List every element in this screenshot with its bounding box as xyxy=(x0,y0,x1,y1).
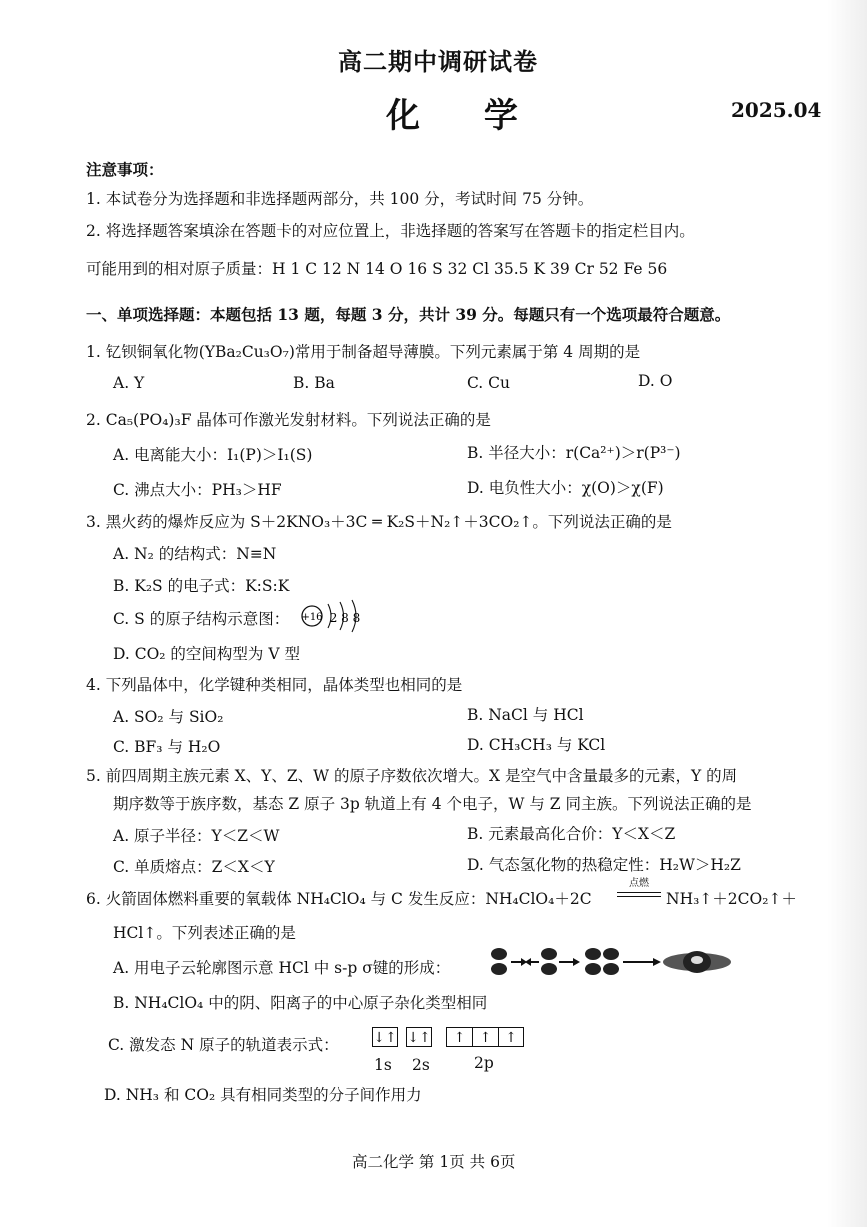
question-5-stem: 5. 前四周期主族元素 X、Y、Z、W 的原子序数依次增大。X 是空气中含量最多的元素，Y 的周 xyxy=(86,767,738,785)
exam-title: 高二期中调研试卷 xyxy=(338,47,538,76)
question-2-stem: 2. Ca₅(PO₄)₃F 晶体可作激光发射材料。下列说法正确的是 xyxy=(86,411,491,429)
page-edge-shadow xyxy=(827,0,867,1227)
electron-cloud-diagram xyxy=(487,942,742,982)
question-2-option-a: A. 电离能大小：I₁(P)＞I₁(S) xyxy=(113,446,313,464)
question-4-option-b: B. NaCl 与 HCl xyxy=(467,706,584,724)
option-label: C. S 的原子结构示意图： xyxy=(113,610,290,628)
notes-heading: 注意事项： xyxy=(86,160,164,179)
question-4-option-a: A. SO₂ 与 SiO₂ xyxy=(113,708,224,726)
orbital-box-2p: ↑ xyxy=(472,1027,498,1047)
question-5-option-a: A. 原子半径：Y＜Z＜W xyxy=(113,827,280,845)
orbital-label-2p: 2p xyxy=(474,1054,494,1072)
question-6-option-b: B. NH₄ClO₄ 中的阴、阳离子的中心原子杂化类型相同 xyxy=(113,994,488,1012)
reaction-condition xyxy=(617,874,661,897)
question-1-option-d: D. O xyxy=(638,372,673,390)
question-2-option-b: B. 半径大小：r(Ca²⁺)＞r(P³⁻) xyxy=(467,444,681,462)
subject-title: 化 学 xyxy=(386,96,544,136)
question-4-option-d: D. CH₃CH₃ 与 KCl xyxy=(467,736,606,754)
question-3-option-c xyxy=(113,607,289,629)
note-item: 2. 将选择题答案填涂在答题卡的对应位置上，非选择题的答案写在答题卡的指定栏目内。 xyxy=(86,222,695,240)
question-4-stem: 4. 下列晶体中，化学键种类相同，晶体类型也相同的是 xyxy=(86,676,463,694)
question-3-stem: 3. 黑火药的爆炸反应为 S＋2KNO₃＋3C ═ K₂S＋N₂↑＋3CO₂↑。下列说法正确的是 xyxy=(86,513,672,531)
orbital-label-2s: 2s xyxy=(412,1056,430,1074)
question-5-option-c: C. 单质熔点：Z＜X＜Y xyxy=(113,858,275,876)
question-1-option-c: C. Cu xyxy=(467,374,511,392)
question-5-option-b: B. 元素最高化合价：Y＜X＜Z xyxy=(467,825,676,843)
question-6-option-a: A. 用电子云轮廓图示意 HCl 中 s-p σ键的形成： xyxy=(113,959,451,977)
section-heading: 一、单项选择题：本题包括 13 题，每题 3 分，共计 39 分。每题只有一个选项最符合题意。 xyxy=(86,305,731,324)
question-1-option-a: A. Y xyxy=(113,374,145,392)
question-2-option-d: D. 电负性大小：χ(O)＞χ(F) xyxy=(467,479,664,497)
exam-date: 2025.04 xyxy=(731,98,822,122)
question-1-option-b: B. Ba xyxy=(293,374,335,392)
orbital-box-2p: ↑ xyxy=(446,1027,472,1047)
orbital-label-1s: 1s xyxy=(374,1056,392,1074)
question-3-option-d: D. CO₂ 的空间构型为 V 型 xyxy=(113,645,300,663)
orbital-diagram xyxy=(372,1027,524,1047)
atom-structure-diagram xyxy=(300,598,370,634)
question-1-stem: 1. 钇钡铜氧化物(YBa₂Cu₃O₇)常用于制备超导薄膜。下列元素属于第 4 周期的是 xyxy=(86,343,641,361)
orbital-group-2p xyxy=(446,1027,524,1047)
question-6-option-d: D. NH₃ 和 CO₂ 具有相同类型的分子间作用力 xyxy=(104,1086,422,1104)
question-6-option-c: C. 激发态 N 原子的轨道表示式： xyxy=(108,1036,339,1054)
atomic-mass-line: 可能用到的相对原子质量：H 1 C 12 N 14 O 16 S 32 Cl 35.5 K 39 Cr 52 Fe 56 xyxy=(86,260,668,278)
orbital-box-2p: ↑ xyxy=(498,1027,524,1047)
question-5-stem-cont: 期序数等于族序数，基态 Z 原子 3p 轨道上有 4 个电子，W 与 Z 同主族。下列说法正确的是 xyxy=(113,795,752,813)
orbital-box-1s: ↓↑ xyxy=(372,1027,398,1047)
shell-electrons: 2 8 8 xyxy=(329,611,361,625)
orbital-box-2s: ↓↑ xyxy=(406,1027,432,1047)
question-2-option-c: C. 沸点大小：PH₃＞HF xyxy=(113,481,282,499)
option-label: B. K₂S 的电子式： xyxy=(113,577,246,595)
question-6-stem: 6. 火箭固体燃料重要的氧载体 NH₄ClO₄ 与 C 发生反应：NH₄ClO₄＋2C xyxy=(86,890,592,908)
page-footer: 高二化学 第 1页 共 6页 xyxy=(352,1153,516,1171)
nucleus-label: +16 xyxy=(301,612,323,623)
question-5-option-d: D. 气态氢化物的热稳定性：H₂W＞H₂Z xyxy=(467,856,741,874)
ignite-label: 点燃 xyxy=(629,878,649,889)
question-3-option-b xyxy=(113,574,289,596)
note-item: 1. 本试卷分为选择题和非选择题两部分，共 100 分，考试时间 75 分钟。 xyxy=(86,190,594,208)
question-3-option-a: A. N₂ 的结构式：N≡N xyxy=(113,545,277,563)
question-6-stem-right: NH₃↑＋2CO₂↑＋ xyxy=(666,890,797,908)
electron-formula: K:S:K xyxy=(245,577,290,595)
question-6-stem-cont: HCl↑。下列表述正确的是 xyxy=(113,924,296,942)
question-4-option-c: C. BF₃ 与 H₂O xyxy=(113,738,221,756)
